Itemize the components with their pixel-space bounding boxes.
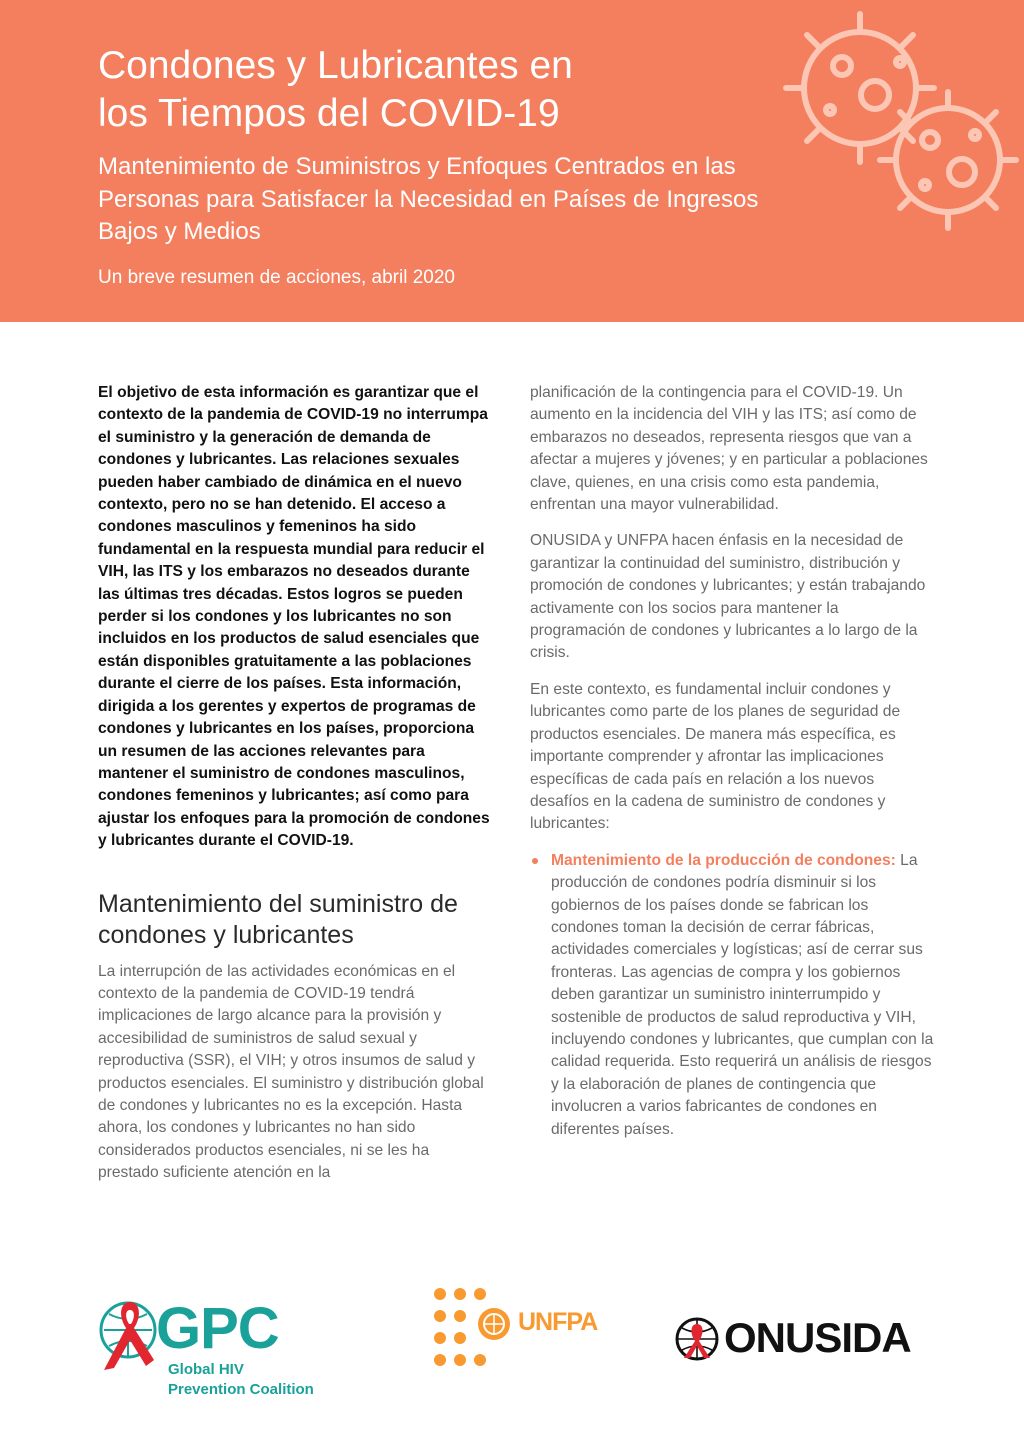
title-line-2: los Tiempos del COVID-19 — [98, 92, 560, 135]
body-paragraph: ONUSIDA y UNFPA hacen énfasis en la necesidad de garantizar la continuidad del suministro, distribución y promoción de condones y lubricantes; y están trabajando activamente con los socios para mantener la programación de condones y lubricantes a lo largo de la crisis. — [530, 532, 926, 662]
title-line-1: Condones y Lubricantes en — [98, 44, 573, 87]
un-emblem-dots-icon — [430, 1282, 520, 1372]
gpc-tagline-2: Prevention Coalition — [168, 1381, 314, 1398]
gpc-logo — [96, 1294, 336, 1412]
intro-paragraph: El objetivo de esta información es garantizar que el contexto de la pandemia de COVID-19 no interrumpa el suministro y la generación de demanda de condones y lubricantes. Las relaciones sexuales pueden haber cambiado de dinámica en el nuevo contexto, pero no se han detenido. El acceso a condones masculinos y femeninos ha sido fundamental en la respuesta mundial para reducir el VIH, las ITS y los embarazos no deseados durante las últimas tres décadas. Estos logros se pueden perder si los condones y los lubricantes no son incluidos en los productos de salud esenciales que están disponibles gratuitamente a las poblaciones durante el cierre de los países. Esta información, dirigida a los gerentes y expertos de programas de condones y lubricantes en los países, proporciona un resumen de las acciones relevantes para mantener el suministro de condones masculinos, condones femeninos y lubricantes; así como para ajustar los enfoques para la promoción de condones y lubricantes durante el COVID-19. — [98, 384, 490, 850]
un-emblem-ribbon-icon — [672, 1314, 722, 1364]
right-column — [530, 382, 934, 1141]
bullet-text: La producción de condones podría disminuir si los gobiernos de los países donde se fabrican los condones toman la decisión de cerrar fábricas, actividades comerciales y logísticas; así de cerrar sus fronteras. Las agencias de compra y los gobiernos deben garantizar un suministro ininterrumpido y sostenible de productos de salud reproductiva y VIH, incluyendo condones y lubricantes, que cumplan con la calidad requerida. Esto requerirá un análisis de riesgos y la elaboración de planes de contingencia que involucren a varios fabricantes de condones en diferentes países. — [551, 851, 934, 1138]
body-paragraph: planificación de la contingencia para el COVID-19. Un aumento en la incidencia del VIH y las ITS; así como de embarazos no deseados, representa riesgos que van a afectar a mujeres y jóvenes; y en particular a poblaciones clave, quienes, en una crisis como esta pandemia, enfrentan una mayor vulnerabilidad. — [530, 384, 928, 514]
section-body-paragraph: La interrupción de las actividades económicas en el contexto de la pandemia de COVID-19 tendrá implicaciones de largo alcance para la provisión y accesibilidad de suministros de salud sexual y reproductiva (SSR), el VIH; y otros insumos de salud y productos esenciales. El suministro y distribución global de condones y lubricantes no es la excepción. Hasta ahora, los condones y lubricantes no han sido considerados productos esenciales, ni se les ha prestado suficiente atención en la — [98, 962, 484, 1182]
document-title — [98, 42, 718, 138]
gpc-wordmark: GPC — [156, 1296, 279, 1361]
partner-logos — [0, 1280, 1024, 1420]
unfpa-wordmark: UNFPA — [518, 1308, 598, 1336]
onusida-logo — [672, 1310, 942, 1370]
gpc-tagline-1: Global HIV — [168, 1361, 244, 1378]
unfpa-logo — [430, 1282, 600, 1372]
section-heading: Mantenimiento del suministro de condones y lubricantes — [98, 889, 458, 949]
virus-icon — [770, 0, 1024, 250]
bullet-list — [530, 850, 934, 1141]
bullet-lead: Mantenimiento de la producción de condones: — [551, 851, 896, 869]
left-column — [98, 382, 492, 1199]
onusida-wordmark: ONUSIDA — [724, 1314, 911, 1361]
body-paragraph: En este contexto, es fundamental incluir condones y lubricantes como parte de los planes de seguridad de productos esenciales. De manera más específica, es importante comprender y afrontar las implicaciones específicas de cada país en relación a los nuevos desafíos en la cadena de suministro de condones y lubricantes: — [530, 680, 901, 833]
dateline: Un breve resumen de acciones, abril 2020 — [98, 267, 455, 288]
document-subtitle: Mantenimiento de Suministros y Enfoques Centrados en las Personas para Satisfacer la Necesidad en Países de Ingresos Bajos y Medios — [98, 153, 759, 245]
bullet-item — [530, 850, 934, 1141]
header-banner — [0, 0, 1024, 322]
